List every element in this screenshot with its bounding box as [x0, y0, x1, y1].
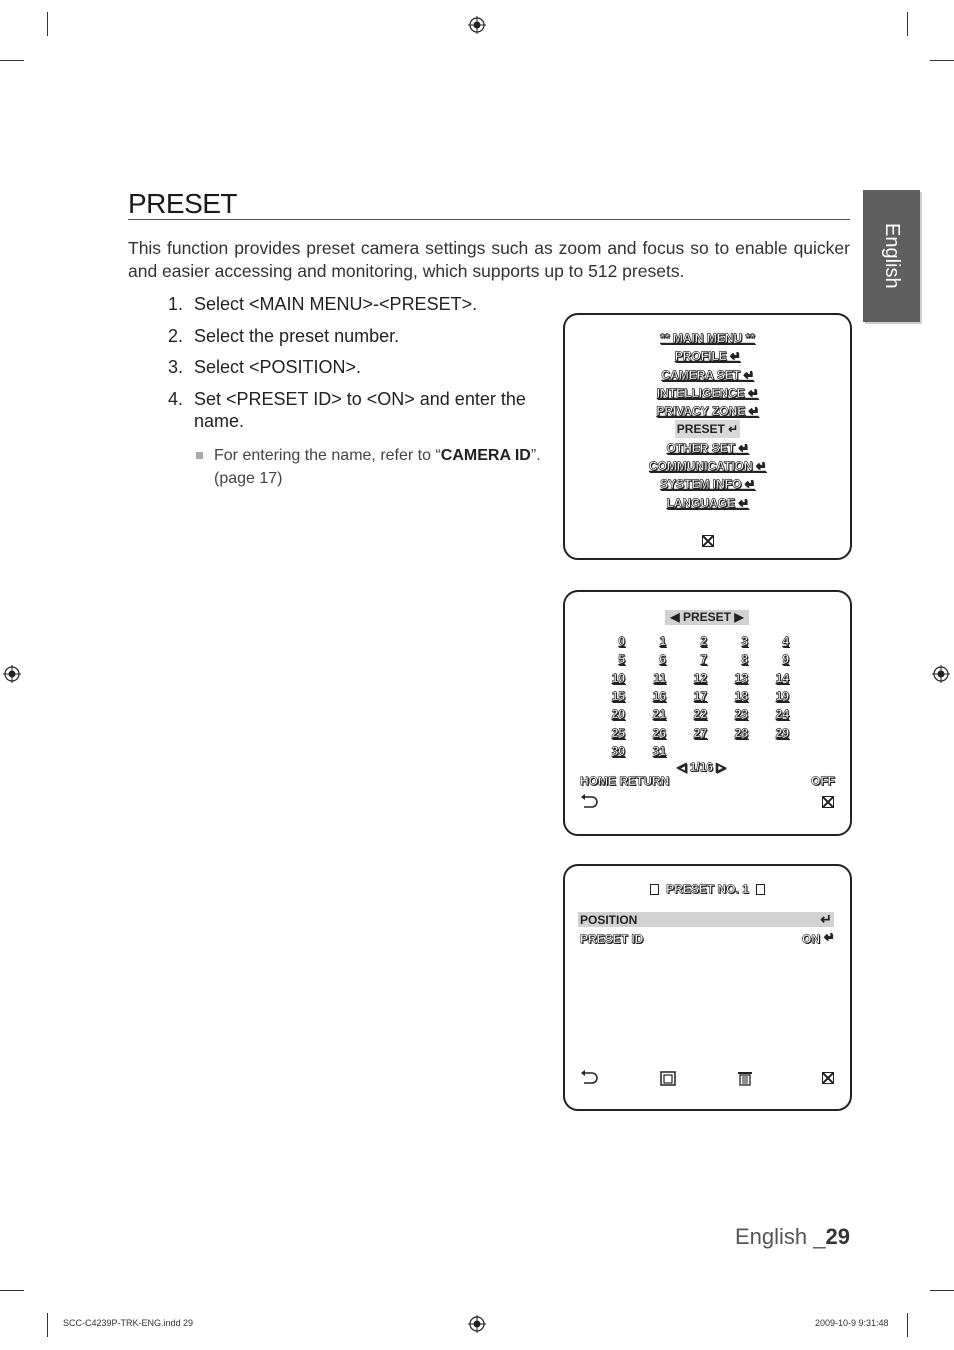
- registration-mark-icon: [932, 665, 950, 683]
- step-number: 1.: [168, 294, 184, 314]
- preset-id-value[interactable]: ON: [802, 932, 820, 946]
- step-item: [168, 293, 563, 315]
- step-text: Select <POSITION>.: [194, 357, 362, 377]
- preset-number[interactable]: 19: [775, 688, 789, 703]
- note: [194, 444, 563, 490]
- preset-number[interactable]: 25: [611, 725, 625, 740]
- back-icon[interactable]: [580, 794, 598, 810]
- preset-number[interactable]: 16: [652, 688, 666, 703]
- menu-title: ** MAIN MENU **: [660, 331, 755, 345]
- preset-number[interactable]: 4: [782, 634, 789, 648]
- menu-item-preset[interactable]: PRESET ↵: [676, 422, 739, 437]
- step-number: 4.: [168, 388, 184, 409]
- page-number: 29: [825, 1224, 850, 1249]
- crop-mark: [930, 1290, 954, 1291]
- preset-number[interactable]: 22: [693, 707, 707, 722]
- step-item: [168, 356, 563, 378]
- menu-item-camera-set[interactable]: CAMERA SET ↵: [661, 367, 754, 382]
- enter-icon[interactable]: ↵: [823, 930, 834, 944]
- preset-number[interactable]: 23: [734, 707, 748, 722]
- footer-lang: English _: [735, 1224, 826, 1249]
- preset-title-bar: [665, 610, 749, 625]
- preset-number[interactable]: 27: [693, 725, 707, 740]
- side-tab-label: English: [881, 223, 903, 289]
- language-side-tab: [863, 190, 920, 322]
- preset-number[interactable]: 9: [782, 652, 789, 667]
- registration-mark-icon: [468, 16, 486, 34]
- right-bracket-icon: [756, 884, 765, 895]
- close-icon[interactable]: [822, 796, 834, 808]
- close-icon[interactable]: [702, 535, 714, 547]
- preset-number[interactable]: 13: [734, 670, 748, 685]
- home-return-label: HOME RETURN: [580, 774, 670, 788]
- crop-mark: [930, 60, 954, 61]
- preset-title: PRESET: [682, 610, 731, 624]
- preset-number[interactable]: 0: [618, 634, 625, 648]
- preset-number[interactable]: 15: [611, 688, 625, 703]
- preset-number[interactable]: 6: [659, 652, 666, 667]
- steps-list: [168, 293, 563, 490]
- intro-paragraph: This function provides preset camera settings such as zoom and focus so to enable quicker and easier accessing and monitoring, which supports up to 512 presets.: [128, 238, 850, 281]
- osd-main-menu-screen: [563, 313, 852, 560]
- main-menu: [565, 329, 850, 512]
- preset-number[interactable]: 24: [775, 707, 789, 722]
- slug-date: 2009-10-9 9:31:48: [815, 1318, 889, 1328]
- preset-number[interactable]: 2: [700, 634, 707, 648]
- preset-number[interactable]: 17: [693, 688, 707, 703]
- crop-mark: [0, 60, 24, 61]
- note-text: For entering the name, refer to “: [214, 446, 441, 464]
- preset-number[interactable]: 31: [652, 743, 666, 758]
- enter-icon[interactable]: ↵: [820, 911, 832, 927]
- menu-item-language[interactable]: LANGUAGE ↵: [666, 495, 749, 510]
- preset-number[interactable]: 10: [611, 670, 625, 685]
- preset-number[interactable]: 29: [775, 725, 789, 740]
- bullet-square-icon: [196, 452, 203, 459]
- save-icon[interactable]: [660, 1071, 676, 1086]
- page-indicator: [677, 760, 726, 774]
- note-bold: CAMERA ID: [440, 446, 531, 464]
- preset-number[interactable]: 14: [775, 670, 789, 685]
- preset-number[interactable]: 21: [652, 707, 666, 722]
- crop-mark: [907, 1313, 908, 1337]
- slug-filename: SCC-C4239P-TRK-ENG.indd 29: [63, 1318, 194, 1328]
- menu-item-communication[interactable]: COMMUNICATION ↵: [648, 459, 767, 474]
- prev-page-icon[interactable]: ◁: [677, 760, 687, 774]
- step-text: Select the preset number.: [194, 325, 400, 346]
- step-item: [168, 388, 563, 432]
- close-icon[interactable]: [822, 1072, 834, 1084]
- preset-id-row[interactable]: PRESET ID: [580, 932, 644, 946]
- step-number: 3.: [168, 357, 184, 377]
- osd-preset-list-screen: [563, 590, 852, 836]
- page-number: 1/16: [689, 760, 713, 774]
- crop-mark: [907, 12, 908, 36]
- preset-detail-title: [565, 882, 850, 896]
- osd-preset-detail-screen: [563, 864, 852, 1111]
- menu-item-profile[interactable]: PROFILE ↵: [674, 349, 741, 364]
- preset-number[interactable]: 5: [618, 652, 625, 667]
- page-title: PRESET: [128, 188, 238, 219]
- step-text: Set <PRESET ID> to <ON> and enter the name.: [194, 388, 526, 431]
- left-arrow-icon[interactable]: ◀: [670, 610, 680, 624]
- preset-number[interactable]: 8: [741, 652, 748, 667]
- left-bracket-icon: [650, 884, 659, 895]
- crop-mark: [0, 1290, 24, 1291]
- crop-mark: [47, 12, 48, 36]
- preset-number[interactable]: 7: [700, 652, 707, 667]
- menu-item-intelligence[interactable]: INTELLIGENCE ↵: [656, 385, 759, 400]
- position-row[interactable]: POSITION: [580, 913, 638, 927]
- right-arrow-icon[interactable]: ▶: [734, 610, 744, 624]
- preset-number[interactable]: 30: [611, 743, 625, 758]
- preset-number[interactable]: 12: [693, 670, 707, 685]
- page-footer: [735, 1224, 850, 1250]
- menu-item-other-set[interactable]: OTHER SET ↵: [666, 440, 749, 455]
- preset-number[interactable]: 11: [653, 670, 666, 685]
- trash-icon[interactable]: [737, 1070, 753, 1086]
- step-item: [168, 325, 563, 347]
- preset-number[interactable]: 28: [734, 725, 748, 740]
- preset-number[interactable]: 18: [734, 688, 748, 703]
- preset-no-text: PRESET NO. 1: [666, 882, 749, 896]
- preset-number[interactable]: 26: [652, 725, 666, 740]
- step-text: Select <MAIN MENU>-<PRESET>.: [194, 294, 478, 314]
- title-rule: [128, 219, 850, 220]
- back-icon[interactable]: [580, 1070, 598, 1086]
- menu-item-system-info[interactable]: SYSTEM INFO ↵: [660, 477, 755, 492]
- preset-number[interactable]: 3: [741, 634, 748, 648]
- menu-item-privacy-zone[interactable]: PRIVACY ZONE ↵: [656, 404, 759, 419]
- preset-number[interactable]: 20: [611, 707, 625, 722]
- registration-mark-icon: [3, 665, 21, 683]
- registration-mark-icon: [468, 1315, 486, 1333]
- home-return-value[interactable]: OFF: [811, 774, 835, 788]
- crop-mark: [47, 1313, 48, 1337]
- preset-number[interactable]: 1: [659, 634, 666, 648]
- step-number: 2.: [168, 325, 184, 346]
- note-text: ”. (page 17): [214, 446, 541, 487]
- next-page-icon[interactable]: ▷: [716, 760, 726, 774]
